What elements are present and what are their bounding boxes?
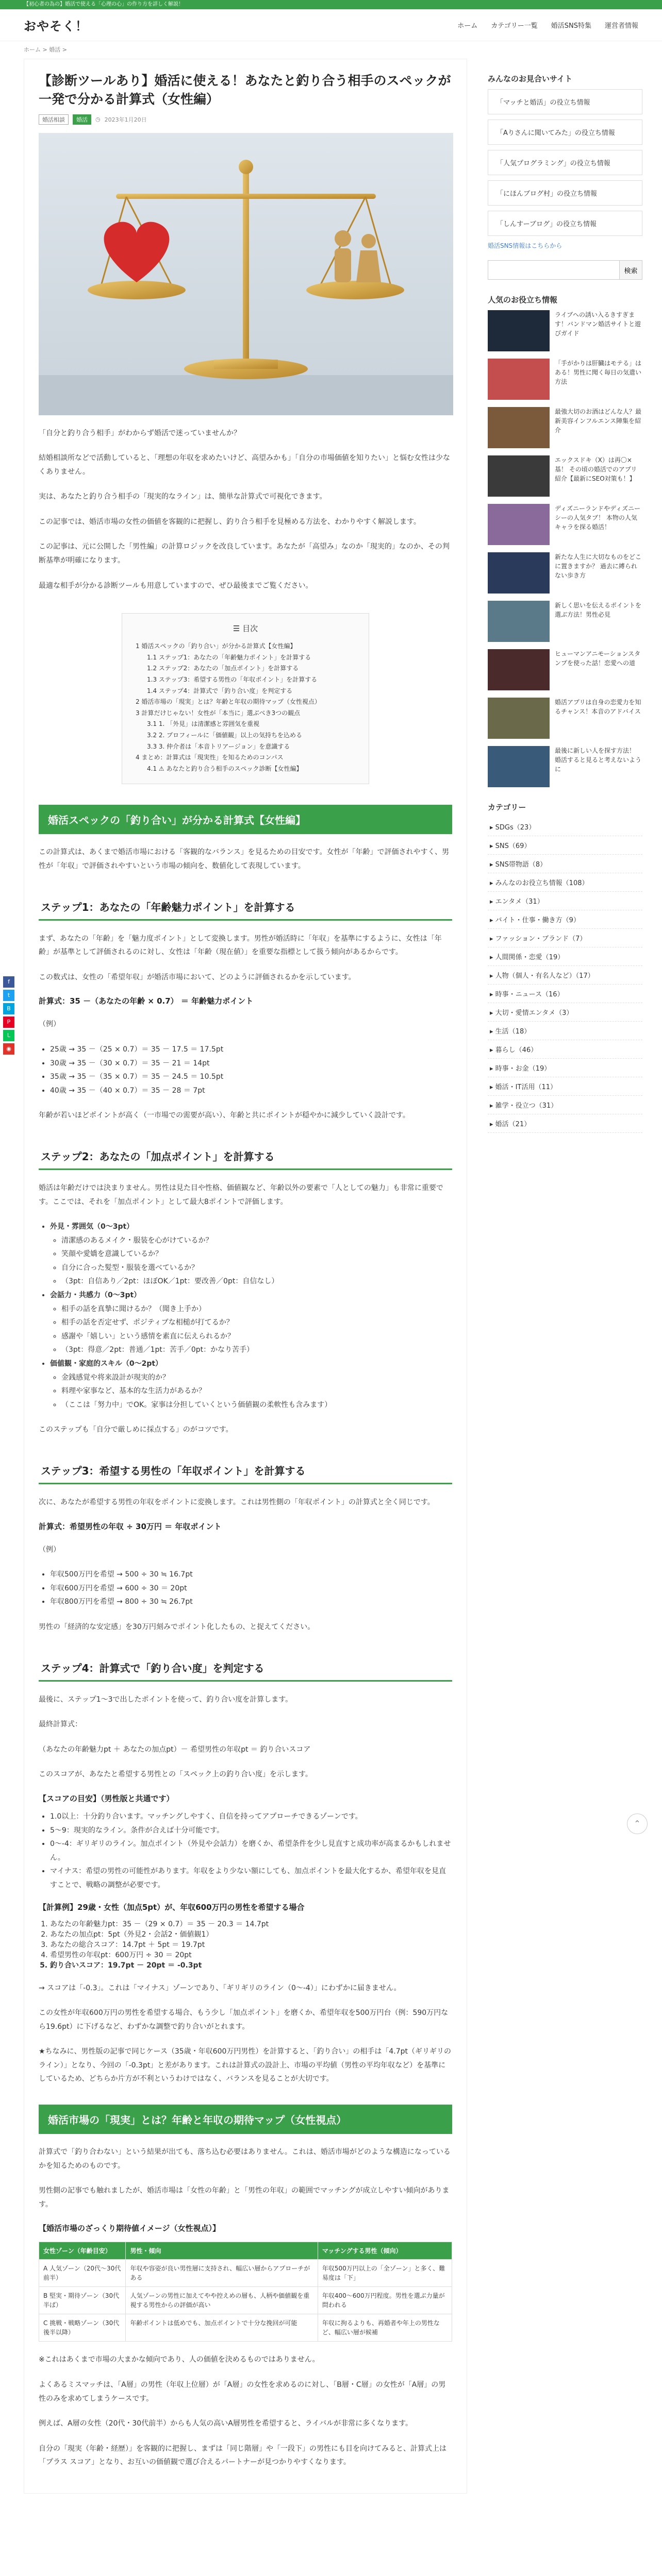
chevron-right-icon: ▸	[490, 935, 495, 943]
step-heading: ステップ4：計算式で「釣り合い度」を判定する	[39, 1657, 452, 1682]
category-label: エンタメ（31）	[495, 898, 544, 906]
thumbnail-image	[488, 698, 550, 739]
sidebar-link[interactable]: 「Aりさんに聞いてみた」の役立ち情報	[488, 120, 642, 145]
step-heading: ステップ2：あなたの「加点ポイント」を計算する	[39, 1145, 452, 1170]
category-item[interactable]	[488, 1096, 642, 1114]
table-of-contents	[122, 613, 369, 784]
thumbnail-image	[488, 552, 550, 594]
twitter-icon[interactable]: t	[3, 990, 14, 1001]
formula: 計算式：希望男性の年収 ÷ 30万円 ＝ 年収ポイント	[39, 1521, 222, 1531]
toc-item[interactable]: 3 計算だけじゃない！女性が「本当に」選ぶべき3つの観点	[136, 709, 301, 717]
toc-item[interactable]: 4.1 ⚠ あなたと釣り合う相手のスペック診断【女性編】	[147, 765, 303, 772]
category-item[interactable]	[488, 873, 642, 892]
example-label: （例）	[39, 1020, 60, 1029]
section-paragraph: ※これはあくまで市場の大まかな傾向であり、人の価値を決めるものではありません。	[39, 2355, 320, 2364]
thumbnail-image	[488, 407, 550, 448]
category-item[interactable]	[488, 985, 642, 1003]
clock-icon: ◷	[95, 116, 101, 123]
list-item: • 1.0以上：十分釣り合います。マッチングしやすく、自信を持ってアプローチできるゾーンです。	[50, 1810, 452, 1824]
toc-item[interactable]: 3.3 3. 仲介者は「本音トリアージョン」を意識する	[147, 742, 290, 750]
chevron-right-icon: ▸	[490, 1009, 495, 1017]
category-label: バイト・仕事・働き方（9）	[495, 917, 580, 924]
table-title: 【婚活市場のざっくり期待値イメージ（女性視点）】	[39, 2224, 221, 2233]
list-item: ◦ （3pt：自信あり／2pt：ほぼOK／1pt：要改善／0pt：自信なし）	[61, 1275, 452, 1289]
chevron-right-icon: ▸	[490, 898, 495, 906]
market-table	[39, 2242, 452, 2342]
category-item[interactable]	[488, 1003, 642, 1022]
table-cell: 年齢ポイントは低めでも、加点ポイントで十分な挽回が可能	[126, 2314, 318, 2342]
section-paragraph: 例えば、A層の女性（20代・30代前半）からも人気の高いA層男性を希望すると、ライバルが非常に多くなります。	[39, 2419, 412, 2428]
thumbnail-image	[488, 359, 550, 400]
step-paragraph: この女性が年収600万円の男性を希望する場合、もう少し「加点ポイント」を磨くか、希望年収を500万円台（例：590万円なら19.6pt）に下げるなど、わずかな調整で釣り合いがとれます。	[39, 2009, 449, 2031]
list-item: ◦ 笑顔や愛嬌を意識しているか？	[61, 1247, 452, 1261]
table-cell: A 人気ゾーン（20代〜30代前半）	[39, 2260, 126, 2287]
popular-item-title[interactable]: 「手がかりは肝臓はモテる」はある！男性に聞く毎日の気遣い方法	[555, 360, 642, 385]
nav-categories[interactable]: カテゴリー一覧	[491, 22, 538, 30]
post-meta	[39, 114, 452, 125]
table-row	[39, 2314, 452, 2342]
step-paragraph: 婚活は年齢だけでは決まりません。男性は見た目や性格、価値観など、年齢以外の要素で「人としての魅力」も非常に重要です。ここでは、それを「加点ポイント」として最大8ポイントで評価します。	[39, 1183, 443, 1206]
popular-item-title[interactable]: エックスドキ（X）は再〇×基！ その頃の婚活でのアプリ紹介【最新にSEO対策も！】	[555, 456, 637, 482]
hatena-icon[interactable]: B	[3, 1003, 14, 1014]
toc-item[interactable]: 3.2 2. プロフィールに「価値観」以上の気持ちを込める	[147, 732, 302, 739]
list-item: ◦ 相手の話を否定せず、ポジティブな相槌が打てるか？	[61, 1316, 452, 1330]
toc-item[interactable]: 4 まとめ：計算式は「現実性」を知るためのコンパス	[136, 754, 284, 761]
category-label: SNS帯物語（8）	[495, 861, 547, 869]
category-item[interactable]	[488, 966, 642, 985]
category-label: ファッション・ブランド（7）	[495, 935, 587, 943]
sidebar-link[interactable]: 「マッチと婚活」の役立ち情報	[488, 89, 642, 114]
criteria-group	[50, 1220, 452, 1289]
chevron-right-icon: ▸	[490, 1065, 495, 1073]
example-label: （例）	[39, 1545, 60, 1554]
facebook-icon[interactable]: f	[3, 976, 14, 988]
list-item: ◦ （ここは「努力中」でOK。家事は分担していくという価値観の柔軟性も含みます）	[61, 1398, 452, 1412]
category-item[interactable]	[488, 855, 642, 873]
chevron-right-icon: ▸	[490, 842, 495, 850]
article	[24, 59, 467, 2494]
hero-image	[39, 133, 453, 415]
chevron-right-icon: ▸	[490, 824, 495, 832]
toc-item[interactable]: 1 婚活スペックの「釣り合い」が分かる計算式【女性編】	[136, 642, 296, 650]
popular-item[interactable]	[488, 407, 642, 448]
sidebar-link[interactable]: 「人気プログラミング」の役立ち情報	[488, 150, 642, 175]
post-date: 2023年1月20日	[104, 116, 147, 123]
formula: （あなたの年齢魅力pt ＋ あなたの加点pt）－ 希望男性の年収pt ＝ 釣り合いスコア	[39, 1745, 311, 1754]
category-tag-green[interactable]: 婚活	[73, 114, 91, 125]
list-item: 2. あなたの加点pt：5pt（外見2・会話2・価値観1）	[50, 1929, 452, 1939]
toc-item[interactable]: 3.1 1. 「外見」は清潔感と雰囲気を重視	[147, 720, 260, 728]
popular-item-title[interactable]: 最強大切のお酒はどんな人？最新美容インフルエンス陣集を紹介	[555, 408, 642, 434]
criteria-sublist	[61, 1371, 452, 1412]
table-cell: 年収400〜600万円程度。男性を選ぶ力量が問われる	[318, 2287, 452, 2314]
category-label: 生活（18）	[495, 1028, 531, 1036]
list-item: 3. あなたの総合スコア：14.7pt ＋ 5pt ＝ 19.7pt	[50, 1939, 452, 1950]
popular-item[interactable]	[488, 359, 642, 400]
page-title: 【診断ツールあり】婚活に使える！あなたと釣り合う相手のスペックが一発で分かる計算式（女性編）	[39, 73, 451, 107]
section-paragraph: 計算式で「釣り合わない」という結果が出ても、落ち込む必要はありません。これは、婚活市場がどのような構造になっているかを知るためのものです。	[39, 2148, 451, 2170]
thumbnail-image	[488, 310, 550, 351]
category-label: 婚活・IT活用（11）	[495, 1083, 557, 1091]
section-paragraph: この計算式は、あくまで婚活市場における「客観的なバランス」を見るための目安です。女性が「年齢」で評価されやすく、男性が「年収」で評価されやすいという市場の傾向を、数値化して表現しています。	[39, 848, 450, 870]
table-cell: 人気ゾーンの男性に加えてやや控えめの層も、人柄や価値観を重視する男性からの評価が高い	[126, 2287, 318, 2314]
list-item: • 30歳 → 35 －（30 × 0.7）＝ 35 － 21 ＝ 14pt	[50, 1057, 452, 1071]
popular-title: 人気のお役立ち情報	[488, 295, 558, 304]
category-label: 暮らし（46）	[495, 1046, 538, 1054]
category-item[interactable]	[488, 1077, 642, 1096]
step-heading: ステップ1：あなたの「年齢魅力ポイント」を計算する	[39, 896, 452, 921]
table-cell: 年収に拘るよりも、再婚者や年上の男性など、幅広い層が候補	[318, 2314, 452, 2342]
step-paragraph: → スコアは「-0.3」。これは「マイナス」ゾーンであり、「ギリギリのライン（0〜-4）」にわずかに届きません。	[39, 1984, 401, 1992]
popular-item-title[interactable]: ディズニーランドやディズニーシーの人気タブ！ 本物の人気キャラを探る婚活！	[555, 505, 641, 531]
nav-operator[interactable]: 運営者情報	[604, 22, 638, 30]
section-paragraph: よくあるミスマッチは、「A層」の男性（年収上位層）が「A層」の女性を求めるのに対し、「B層・C層」の女性が「A層」の男性のみを求めてしまうケースです。	[39, 2381, 446, 2403]
balance-scale-illustration	[39, 133, 453, 415]
list-item: • 40歳 → 35 －（40 × 0.7）＝ 35 － 28 ＝ 7pt	[50, 1084, 452, 1098]
table-cell: 年収500万円以上の「全ゾーン」と多く、難易度は「下」	[318, 2260, 452, 2287]
popular-item[interactable]	[488, 746, 642, 787]
list-item: • 25歳 → 35 －（25 × 0.7）＝ 35 － 17.5 ＝ 17.5pt	[50, 1043, 452, 1057]
sidebar-link[interactable]: 「にほんブログ村」の役立ち情報	[488, 180, 642, 206]
toc-item[interactable]: 1.2 ステップ2：あなたの「加点ポイント」を計算する	[147, 665, 299, 672]
list-item: • マイナス：希望の男性の可能性があります。年収をより少ない額にしても、加点ポイントを最大化するか、希望年収を見直すことで、戦略の調整が必要です。	[50, 1865, 452, 1892]
popular-item-title[interactable]: ライブへの誘い入るきすぎます！バンドマン婚活サイトと遊びガイド	[555, 311, 641, 337]
formula: 計算式：35 －（あなたの年齢 × 0.7） ＝ 年齢魅力ポイント	[39, 996, 254, 1006]
thumbnail-image	[488, 649, 550, 690]
category-item[interactable]	[488, 1040, 642, 1059]
section-heading: 婚活スペックの「釣り合い」が分かる計算式【女性編】	[39, 805, 452, 834]
category-tag[interactable]: 婚活相談	[39, 114, 69, 125]
search-form	[488, 260, 642, 280]
thumbnail-image	[488, 504, 550, 545]
toc-item[interactable]: 1.3 ステップ3：希望する男性の「年収ポイント」を計算する	[147, 676, 318, 684]
category-item[interactable]	[488, 1022, 642, 1040]
intro-paragraph: この記事は、元に公開した「男性編」の計算ロジックを改良しています。あなたが「高望み」なのか「現実的」なのか、その判断基準が明確になります。	[39, 543, 450, 565]
top-announcement-bar[interactable]: 【初心者の為の】婚活で使える「心理の心」の作り方を詳しく解説！	[0, 0, 662, 9]
global-nav	[457, 20, 638, 30]
category-label: 人物（個人・有名人など）（17）	[495, 972, 594, 980]
list-item: ◦ 金銭感覚や将来設計が現実的か？	[61, 1371, 452, 1385]
case-title: 【計算例】29歳・女性（加点5pt）が、年収600万円の男性を希望する場合	[39, 1902, 305, 1912]
section-heading: 婚活市場の「現実」とは？年齢と年収の期待マップ（女性視点）	[39, 2105, 452, 2134]
list-item: ◦ 清潔感のあるメイク・服装を心がけているか？	[61, 1234, 452, 1248]
list-item: ◦ 感謝や「嬉しい」という感情を素直に伝えられるか？	[61, 1330, 452, 1344]
site-logo[interactable]: おやそく！	[24, 19, 88, 33]
bonus-criteria-list	[50, 1220, 452, 1412]
more-link[interactable]: 婚活SNS情報はこちらから	[488, 242, 562, 249]
category-item[interactable]	[488, 1059, 642, 1077]
example-list	[50, 1568, 452, 1609]
pocket-icon[interactable]: P	[3, 1016, 14, 1028]
chevron-right-icon: ▸	[490, 1046, 495, 1054]
table-row	[39, 2287, 452, 2314]
line-icon[interactable]: L	[3, 1030, 14, 1041]
popular-item[interactable]	[488, 310, 642, 351]
step-paragraph: このスコアが、あなたと希望する男性との「スペック上の釣り合い度」を示します。	[39, 1770, 312, 1779]
list-item: • 5〜9：現実的なライン。条件が合えば十分可能です。	[50, 1824, 452, 1838]
step-paragraph: ★ちなみに、男性版の記事で同じケース（35歳・年収600万円男性）を計算すると、「釣り合い」の相手は「4.7pt（ギリギリのライン）」となり、今回の「-0.3pt」と差があります。これは計算式の設計上、市場の平均値（男性の平均年収など）を基準にしているため、どちらか片方が不利というわけではなく、バランスを見ることが大切です。	[39, 2047, 452, 2083]
toc-item[interactable]: 2 婚活市場の「現実」とは？年齢と年収の期待マップ（女性視点）	[136, 698, 321, 706]
criteria-group	[50, 1289, 452, 1357]
category-item[interactable]	[488, 1114, 642, 1133]
criteria-sublist	[61, 1302, 452, 1357]
chevron-right-icon: ▸	[490, 991, 495, 998]
step-heading: ステップ3：希望する男性の「年収ポイント」を計算する	[39, 1460, 452, 1484]
nav-home[interactable]: ホーム	[457, 22, 478, 30]
list-item: 4. 希望男性の年収pt：600万円 ÷ 30 ＝ 20pt	[50, 1950, 452, 1960]
back-to-top-button[interactable]: ⌃	[627, 1814, 648, 1834]
category-label: 時事・お金（19）	[495, 1065, 551, 1073]
table-cell: C 挑戦・戦略ゾーン（30代後半以降）	[39, 2314, 126, 2342]
category-item[interactable]	[488, 818, 642, 836]
table-header: 女性ゾーン（年齢目安）	[39, 2242, 126, 2260]
sidebar-link[interactable]: 「しんすーブログ」の役立ち情報	[488, 211, 642, 236]
chevron-right-icon: ▸	[490, 861, 495, 869]
intro-paragraph: 実は、あなたと釣り合う相手の「現実的なライン」は、簡単な計算式で可視化できます。	[39, 493, 327, 501]
category-label: 雑学・役立つ（31）	[495, 1102, 558, 1110]
intro-paragraph: この記事では、婚活市場の女性の価値を客観的に把握し、釣り合う相手を見極める方法を、わかりやすく解説します。	[39, 517, 421, 526]
toc-title: ☰ 目次	[233, 624, 258, 634]
category-item[interactable]	[488, 892, 642, 910]
score-guide-title: 【スコアの目安】（男性版と共通です）	[39, 1793, 174, 1803]
criteria-sublist	[61, 1234, 452, 1289]
category-label: 人間関係・恋愛（19）	[495, 954, 565, 961]
score-guide-list	[50, 1810, 452, 1892]
popular-item[interactable]	[488, 552, 642, 594]
category-label: 大切・愛情エンタメ（3）	[495, 1009, 573, 1017]
chevron-right-icon: ▸	[490, 917, 495, 924]
search-button[interactable]: 検索	[620, 260, 642, 280]
popular-item-title[interactable]: 最後に新しい人を探す方法！ 婚活すると見ると考えないように	[555, 747, 642, 773]
popular-item-title[interactable]: ヒューマンアニモーションスタンプを使った話！恋愛への道	[555, 650, 641, 667]
chevron-right-icon: ▸	[490, 1083, 495, 1091]
step-paragraph: このステップも「自分で厳しめに採点する」のがコツです。	[39, 1426, 233, 1434]
table-cell: B 堅実・期待ゾーン（30代半ば）	[39, 2287, 126, 2314]
sidebar-title: みんなのお見合いサイト	[488, 74, 572, 83]
popular-item[interactable]	[488, 504, 642, 545]
chevron-right-icon: ▸	[490, 972, 495, 980]
list-item: • 年収500万円を希望 → 500 ÷ 30 ≒ 16.7pt	[50, 1568, 452, 1582]
list-item: 5. 釣り合いスコア：19.7pt － 20pt ＝ -0.3pt	[50, 1960, 452, 1970]
step-paragraph: まず、あなたの「年齢」を「魅力度ポイント」として変換します。男性が婚活時に「年収」を基準にするように、女性は「年齢」が基準として評価されるのに対し、女性は「年齢（現在値）」を重要な指標として扱う傾向があるからです。	[39, 934, 442, 957]
nav-konkatsu-sns[interactable]: 婚活SNS特集	[551, 22, 591, 30]
step-paragraph: 最終計算式：	[39, 1720, 82, 1729]
criteria-group	[50, 1357, 452, 1412]
thumbnail-image	[488, 601, 550, 642]
step-paragraph: 最後に、ステップ1〜3で出したポイントを使って、釣り合い度を計算します。	[39, 1695, 293, 1704]
list-item: • 0〜-4：ギリギリのライン。加点ポイント（外見や会話力）を磨くか、希望条件を少し見直すと成功率が高まるかもしれません。	[50, 1837, 452, 1865]
category-label: みんなのお役立ち情報（108）	[495, 879, 589, 887]
list-item: ◦ 自分に合った髪型・服装を選べているか？	[61, 1261, 452, 1275]
list-item: ◦ 相手の話を真摯に聞けるか？（聞き上手か）	[61, 1302, 452, 1316]
intro-paragraph: 「自分と釣り合う相手」がわからず婚活で迷っていませんか？	[39, 429, 241, 437]
example-list	[50, 1043, 452, 1097]
popular-item-title[interactable]: 新たな人生に大切なものをどこに置きますか？ 過去に縛られない歩き方	[555, 553, 642, 579]
category-item[interactable]	[488, 929, 642, 947]
list-item: • 年収800万円を希望 → 800 ÷ 30 ≒ 26.7pt	[50, 1595, 452, 1609]
table-header: 男性・傾向	[126, 2242, 318, 2260]
category-item[interactable]	[488, 910, 642, 929]
chevron-right-icon: ▸	[490, 879, 495, 887]
list-item: • 35歳 → 35 －（35 × 0.7）＝ 35 － 24.5 ＝ 10.5pt	[50, 1070, 452, 1084]
table-header: マッチングする男性（傾向）	[318, 2242, 452, 2260]
search-input[interactable]	[488, 260, 620, 280]
step-paragraph: 男性の「経済的な安定感」を30万円刻みでポイント化したもの、と捉えてください。	[39, 1622, 315, 1631]
criteria-label: 価値観・家庭的スキル（0〜2pt）	[50, 1360, 163, 1368]
popular-item[interactable]	[488, 698, 642, 739]
popular-item-title[interactable]: 婚活アプリは自身の恋愛力を知るチャンス！本音のアドバイス	[555, 699, 641, 715]
intro-paragraph: 結婚相談所などで活動していると、「理想の年収を求めたいけど、高望みかも」「自分の市場価値を知りたい」と悩む女性は少なくありません。	[39, 454, 450, 476]
category-label: 婚活（21）	[495, 1121, 531, 1128]
copy-icon[interactable]: ◉	[3, 1043, 14, 1055]
criteria-label: 外見・雰囲気（0〜3pt）	[50, 1223, 134, 1231]
category-list	[488, 818, 642, 1133]
case-list	[50, 1919, 452, 1970]
site-header	[0, 9, 662, 41]
sidebar-links	[488, 89, 642, 236]
category-label: SDGs（23）	[495, 824, 536, 832]
table-cell: 年収や容姿が良い男性層に支持され、幅広い層からアプローチがある	[126, 2260, 318, 2287]
toc-item[interactable]: 1.4 ステップ4：計算式で「釣り合い度」を判定する	[147, 687, 293, 694]
step-paragraph: この数式は、女性の「希望年収」が婚活市場において、どのように評価されるかを示しています。	[39, 973, 356, 981]
toc-list	[136, 641, 355, 774]
thumbnail-image	[488, 746, 550, 787]
step-paragraph: 年齢が若いほどポイントが高く（一市場での需要が高い）、年齢と共にポイントが穏やかに減少していく設計です。	[39, 1111, 410, 1120]
popular-item[interactable]	[488, 649, 642, 690]
category-item[interactable]	[488, 947, 642, 966]
popular-item-title[interactable]: 新しく思いを伝えるポイントを選ぶ方法！男性必見	[555, 602, 642, 618]
category-label: SNS（69）	[495, 842, 531, 850]
intro-paragraph: 最適な相手が分かる診断ツールも用意していますので、ぜひ最後までご覧ください。	[39, 581, 313, 590]
sidebar	[488, 59, 642, 2494]
toc-item[interactable]: 1.1 ステップ1：あなたの「年齢魅力ポイント」を計算する	[147, 653, 311, 661]
list-item: 1. あなたの年齢魅力pt：35 －（29 × 0.7）＝ 35 － 20.3 ＝ 14.7pt	[50, 1919, 452, 1929]
popular-list	[488, 310, 642, 787]
chevron-right-icon: ▸	[490, 1028, 495, 1036]
chevron-right-icon: ▸	[490, 1102, 495, 1110]
list-item: ◦ 料理や家事など、基本的な生活力があるか？	[61, 1384, 452, 1398]
thumbnail-image	[488, 455, 550, 497]
category-title: カテゴリー	[488, 803, 526, 812]
category-label: 時事・ニュース（16）	[495, 991, 564, 998]
chevron-right-icon: ▸	[490, 1121, 495, 1128]
popular-item[interactable]	[488, 601, 642, 642]
section-paragraph: 男性側の記事でも触れましたが、婚活市場は「女性の年齢」と「男性の年収」の範囲でマッチングが成立しやすい傾向があります。	[39, 2187, 450, 2209]
list-icon: ☰	[233, 624, 243, 634]
category-item[interactable]	[488, 836, 642, 855]
chevron-right-icon: ▸	[490, 954, 495, 961]
section-paragraph: 自分の「現実（年齢・経歴）」を客観的に把握し、まずは「同じ階層」や「一段下」の男性にも目を向けてみると、計算式上は「プラス スコア」となり、お互いの価値観で選び合えるパートナーが見つかりやすくなります。	[39, 2444, 446, 2467]
breadcrumb[interactable]: ホーム > 婚活 >	[24, 46, 67, 53]
list-item: ◦ （3pt：得意／2pt：普通／1pt：苦手／0pt：かなり苦手）	[61, 1343, 452, 1357]
list-item: • 年収600万円を希望 → 600 ÷ 30 ＝ 20pt	[50, 1582, 452, 1596]
step-paragraph: 次に、あなたが希望する男性の年収をポイントに変換します。これは男性側の「年収ポイント」の計算式と全く同じです。	[39, 1498, 435, 1506]
table-row	[39, 2260, 452, 2287]
criteria-label: 会話力・共感力（0〜3pt）	[50, 1291, 141, 1300]
popular-item[interactable]	[488, 455, 642, 497]
